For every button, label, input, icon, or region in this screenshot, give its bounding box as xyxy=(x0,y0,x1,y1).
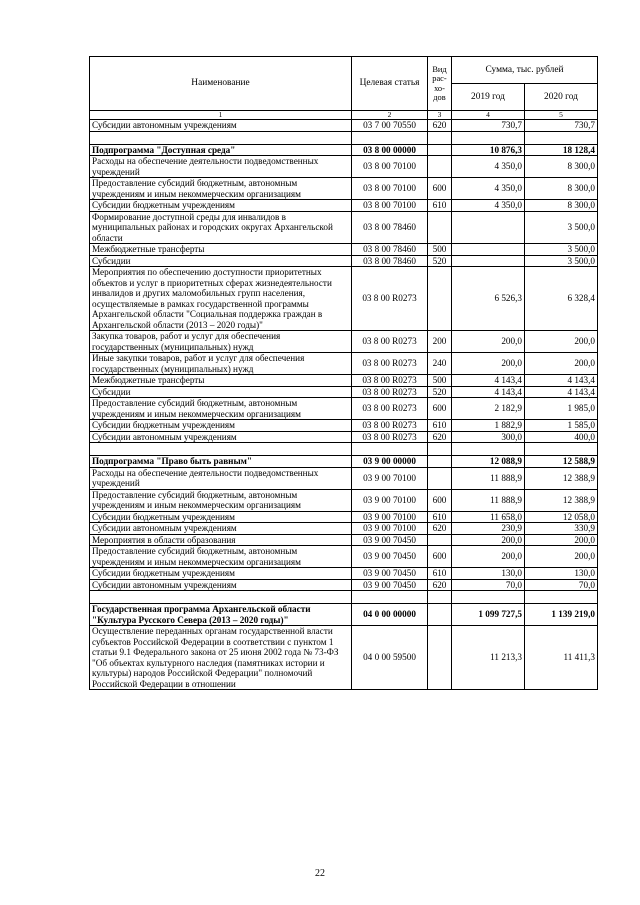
row-name-cell: Субсидии xyxy=(90,255,352,267)
table-row xyxy=(90,255,598,267)
row-2020-cell: 730,7 xyxy=(525,120,598,132)
row-code-cell: 03 8 00 R0273 xyxy=(352,398,428,420)
row-code-cell: 03 9 00 70100 xyxy=(352,489,428,511)
row-kind-cell xyxy=(428,534,452,546)
spacer-cell xyxy=(90,443,352,456)
table-row xyxy=(90,353,598,375)
row-2020-cell: 4 143,4 xyxy=(525,386,598,398)
row-name-cell: Предоставление субсидий бюджетным, автономным учреждениям и иным некоммерческим организациям xyxy=(90,546,352,568)
table-row xyxy=(90,375,598,387)
spacer-cell xyxy=(525,591,598,604)
row-kind-cell xyxy=(428,156,452,178)
row-2019-cell: 4 143,4 xyxy=(452,386,525,398)
row-name-cell: Иные закупки товаров, работ и услуг для обеспечения государственных (муниципальных) нужд xyxy=(90,353,352,375)
table-row xyxy=(90,244,598,256)
row-code-cell: 03 9 00 70450 xyxy=(352,546,428,568)
row-code-cell: 04 0 00 59500 xyxy=(352,626,428,690)
row-code-cell: 03 8 00 70100 xyxy=(352,156,428,178)
row-kind-cell: 240 xyxy=(428,353,452,375)
table-row xyxy=(90,626,598,690)
row-2020-cell: 12 388,9 xyxy=(525,467,598,489)
row-name-cell: Субсидии бюджетным учреждениям xyxy=(90,200,352,212)
row-name-cell: Предоставление субсидий бюджетным, автономным учреждениям и иным некоммерческим организациям xyxy=(90,489,352,511)
row-name-cell: Подпрограмма "Доступная среда" xyxy=(90,144,352,156)
spacer-cell xyxy=(525,131,598,144)
spacer-cell xyxy=(352,443,428,456)
row-kind-cell xyxy=(428,211,452,244)
row-name-cell: Межбюджетные трансферты xyxy=(90,375,352,387)
table-header-row xyxy=(90,57,598,84)
row-2020-cell: 1 985,0 xyxy=(525,398,598,420)
spacer-cell xyxy=(428,591,452,604)
row-2020-cell: 200,0 xyxy=(525,331,598,353)
row-name-cell: Государственная программа Архангельской области "Культура Русского Севера (2013 – 2020 годы)" xyxy=(90,604,352,626)
index-cell: 3 xyxy=(428,111,452,120)
row-2020-cell: 12 058,0 xyxy=(525,511,598,523)
spacer-row xyxy=(90,131,598,144)
row-2019-cell: 11 658,0 xyxy=(452,511,525,523)
row-kind-cell: 200 xyxy=(428,331,452,353)
spacer-cell xyxy=(428,443,452,456)
row-code-cell: 03 8 00 00000 xyxy=(352,144,428,156)
table-index-row xyxy=(90,111,598,120)
table-row xyxy=(90,604,598,626)
table-row xyxy=(90,267,598,331)
row-kind-cell: 610 xyxy=(428,568,452,580)
row-2020-cell: 12 588,9 xyxy=(525,456,598,468)
spacer-row xyxy=(90,443,598,456)
header-name: Наименование xyxy=(90,57,352,111)
row-kind-cell: 520 xyxy=(428,386,452,398)
spacer-cell xyxy=(452,443,525,456)
row-name-cell: Закупка товаров, работ и услуг для обеспечения государственных (муниципальных) нужд xyxy=(90,331,352,353)
row-2020-cell: 11 411,3 xyxy=(525,626,598,690)
row-2020-cell: 12 388,9 xyxy=(525,489,598,511)
row-code-cell: 03 7 00 70550 xyxy=(352,120,428,132)
row-kind-cell: 620 xyxy=(428,431,452,443)
row-2020-cell: 200,0 xyxy=(525,353,598,375)
table-row xyxy=(90,489,598,511)
row-2019-cell: 11 888,9 xyxy=(452,467,525,489)
row-2020-cell: 3 500,0 xyxy=(525,244,598,256)
index-cell: 2 xyxy=(352,111,428,120)
row-code-cell: 03 8 00 R0273 xyxy=(352,353,428,375)
row-2020-cell: 330,9 xyxy=(525,523,598,535)
table-row xyxy=(90,511,598,523)
row-name-cell: Предоставление субсидий бюджетным, автономным учреждениям и иным некоммерческим организациям xyxy=(90,398,352,420)
row-kind-cell: 610 xyxy=(428,200,452,212)
table-row xyxy=(90,420,598,432)
row-name-cell: Мероприятия по обеспечению доступности приоритетных объектов и услуг в приоритетных сферах жизнедеятельности инвалидов и других маломобильных групп населения, осуществляемые в рамках государственной программы Архангельской области "Социальная поддержка граждан в Архангельской области (2013 – 2020 годы)" xyxy=(90,267,352,331)
index-cell: 5 xyxy=(525,111,598,120)
row-2020-cell: 8 300,0 xyxy=(525,178,598,200)
row-2019-cell: 130,0 xyxy=(452,568,525,580)
row-name-cell: Расходы на обеспечение деятельности подведомственных учреждений xyxy=(90,467,352,489)
row-2020-cell: 200,0 xyxy=(525,534,598,546)
row-2019-cell xyxy=(452,211,525,244)
row-name-cell: Межбюджетные трансферты xyxy=(90,244,352,256)
row-2020-cell: 1 139 219,0 xyxy=(525,604,598,626)
row-2020-cell: 200,0 xyxy=(525,546,598,568)
row-name-cell: Субсидии автономным учреждениям xyxy=(90,120,352,132)
row-kind-cell: 620 xyxy=(428,120,452,132)
row-2019-cell: 6 526,3 xyxy=(452,267,525,331)
row-2019-cell: 2 182,9 xyxy=(452,398,525,420)
header-code: Целевая статья xyxy=(352,57,428,111)
row-2019-cell: 300,0 xyxy=(452,431,525,443)
row-2019-cell: 11 888,9 xyxy=(452,489,525,511)
budget-table-body xyxy=(90,57,598,690)
row-2019-cell: 4 350,0 xyxy=(452,178,525,200)
row-name-cell: Мероприятия в области образования xyxy=(90,534,352,546)
row-name-cell: Формирование доступной среды для инвалидов в муниципальных районах и городских округах Архангельской области xyxy=(90,211,352,244)
row-code-cell: 03 9 00 00000 xyxy=(352,456,428,468)
row-code-cell: 03 9 00 70100 xyxy=(352,523,428,535)
row-kind-cell: 600 xyxy=(428,398,452,420)
row-2019-cell: 200,0 xyxy=(452,353,525,375)
page-number: 22 xyxy=(315,868,325,879)
row-code-cell: 03 9 00 70450 xyxy=(352,568,428,580)
spacer-cell xyxy=(90,591,352,604)
table-row xyxy=(90,523,598,535)
row-kind-cell xyxy=(428,626,452,690)
table-row xyxy=(90,546,598,568)
row-2020-cell: 130,0 xyxy=(525,568,598,580)
table-row xyxy=(90,456,598,468)
spacer-cell xyxy=(352,591,428,604)
row-code-cell: 03 8 00 R0273 xyxy=(352,431,428,443)
row-name-cell: Осуществление переданных органам государственной власти субъектов Российской Федерации в соответствии с пунктом 1 статьи 9.1 Федерального закона от 25 июня 2002 года № 73-ФЗ "Об объектах культурного наследия (памятниках истории и культуры) народов Российской Федерации" полномочий Российской Федерации в отношении xyxy=(90,626,352,690)
table-row xyxy=(90,331,598,353)
row-kind-cell: 610 xyxy=(428,511,452,523)
row-2019-cell: 1 882,9 xyxy=(452,420,525,432)
row-kind-cell: 600 xyxy=(428,489,452,511)
table-row xyxy=(90,156,598,178)
row-2019-cell: 200,0 xyxy=(452,534,525,546)
row-name-cell: Субсидии xyxy=(90,386,352,398)
row-2019-cell: 730,7 xyxy=(452,120,525,132)
row-code-cell: 03 9 00 70100 xyxy=(352,511,428,523)
row-kind-cell xyxy=(428,267,452,331)
header-sum: Сумма, тыс. рублей xyxy=(452,57,598,84)
row-2020-cell: 400,0 xyxy=(525,431,598,443)
row-kind-cell: 600 xyxy=(428,178,452,200)
row-kind-cell xyxy=(428,604,452,626)
table-row xyxy=(90,534,598,546)
row-2019-cell: 12 088,9 xyxy=(452,456,525,468)
row-name-cell: Подпрограмма "Право быть равным" xyxy=(90,456,352,468)
row-kind-cell: 620 xyxy=(428,579,452,591)
row-name-cell: Субсидии автономным учреждениям xyxy=(90,579,352,591)
row-code-cell: 03 8 00 R0273 xyxy=(352,267,428,331)
row-2020-cell: 6 328,4 xyxy=(525,267,598,331)
index-cell: 4 xyxy=(452,111,525,120)
budget-table-page xyxy=(89,56,597,690)
table-row xyxy=(90,120,598,132)
row-2020-cell: 1 585,0 xyxy=(525,420,598,432)
row-kind-cell xyxy=(428,467,452,489)
spacer-cell xyxy=(428,131,452,144)
row-2019-cell: 230,9 xyxy=(452,523,525,535)
spacer-row xyxy=(90,591,598,604)
table-row xyxy=(90,178,598,200)
row-2020-cell: 8 300,0 xyxy=(525,156,598,178)
row-2019-cell xyxy=(452,255,525,267)
row-name-cell: Субсидии бюджетным учреждениям xyxy=(90,568,352,580)
row-code-cell: 03 9 00 70100 xyxy=(352,467,428,489)
row-kind-cell xyxy=(428,456,452,468)
row-name-cell: Предоставление субсидий бюджетным, автономным учреждениям и иным некоммерческим организациям xyxy=(90,178,352,200)
row-2019-cell: 1 099 727,5 xyxy=(452,604,525,626)
table-row xyxy=(90,568,598,580)
row-2019-cell: 4 350,0 xyxy=(452,156,525,178)
budget-table xyxy=(89,56,598,690)
row-2019-cell: 10 876,3 xyxy=(452,144,525,156)
spacer-cell xyxy=(452,591,525,604)
row-code-cell: 04 0 00 00000 xyxy=(352,604,428,626)
row-2020-cell: 8 300,0 xyxy=(525,200,598,212)
row-code-cell: 03 8 00 R0273 xyxy=(352,420,428,432)
spacer-cell xyxy=(352,131,428,144)
row-code-cell: 03 8 00 R0273 xyxy=(352,331,428,353)
row-2019-cell: 200,0 xyxy=(452,331,525,353)
row-name-cell: Субсидии автономным учреждениям xyxy=(90,431,352,443)
table-row xyxy=(90,386,598,398)
row-2019-cell: 4 143,4 xyxy=(452,375,525,387)
row-kind-cell xyxy=(428,144,452,156)
table-row xyxy=(90,144,598,156)
row-name-cell: Субсидии бюджетным учреждениям xyxy=(90,420,352,432)
row-code-cell: 03 8 00 78460 xyxy=(352,255,428,267)
row-name-cell: Субсидии автономным учреждениям xyxy=(90,523,352,535)
header-year-2019: 2019 год xyxy=(452,84,525,111)
table-row xyxy=(90,398,598,420)
row-kind-cell: 600 xyxy=(428,546,452,568)
row-code-cell: 03 8 00 78460 xyxy=(352,211,428,244)
row-2019-cell: 70,0 xyxy=(452,579,525,591)
spacer-cell xyxy=(452,131,525,144)
row-2019-cell xyxy=(452,244,525,256)
row-kind-cell: 500 xyxy=(428,244,452,256)
row-2020-cell: 4 143,4 xyxy=(525,375,598,387)
header-kind: Вид рас-хо-дов xyxy=(428,57,452,111)
table-row xyxy=(90,211,598,244)
table-row xyxy=(90,467,598,489)
header-year-2020: 2020 год xyxy=(525,84,598,111)
table-row xyxy=(90,579,598,591)
table-row xyxy=(90,200,598,212)
spacer-cell xyxy=(525,443,598,456)
row-code-cell: 03 8 00 70100 xyxy=(352,178,428,200)
row-2019-cell: 200,0 xyxy=(452,546,525,568)
row-code-cell: 03 8 00 R0273 xyxy=(352,386,428,398)
row-name-cell: Расходы на обеспечение деятельности подведомственных учреждений xyxy=(90,156,352,178)
row-code-cell: 03 8 00 78460 xyxy=(352,244,428,256)
row-kind-cell: 620 xyxy=(428,523,452,535)
row-name-cell: Субсидии бюджетным учреждениям xyxy=(90,511,352,523)
row-kind-cell: 610 xyxy=(428,420,452,432)
row-2020-cell: 3 500,0 xyxy=(525,211,598,244)
table-row xyxy=(90,431,598,443)
index-cell: 1 xyxy=(90,111,352,120)
row-kind-cell: 520 xyxy=(428,255,452,267)
row-code-cell: 03 9 00 70450 xyxy=(352,534,428,546)
spacer-cell xyxy=(90,131,352,144)
row-2019-cell: 11 213,3 xyxy=(452,626,525,690)
row-code-cell: 03 8 00 R0273 xyxy=(352,375,428,387)
row-kind-cell: 500 xyxy=(428,375,452,387)
row-code-cell: 03 8 00 70100 xyxy=(352,200,428,212)
row-2020-cell: 3 500,0 xyxy=(525,255,598,267)
row-2020-cell: 18 128,4 xyxy=(525,144,598,156)
row-2019-cell: 4 350,0 xyxy=(452,200,525,212)
row-2020-cell: 70,0 xyxy=(525,579,598,591)
row-code-cell: 03 9 00 70450 xyxy=(352,579,428,591)
